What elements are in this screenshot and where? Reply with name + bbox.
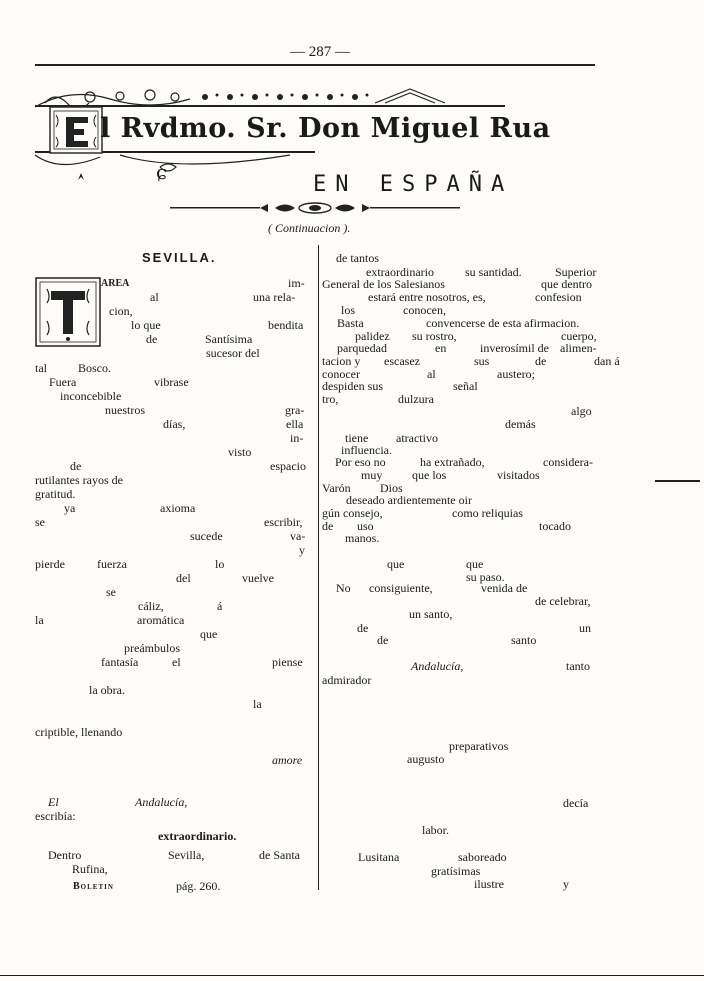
right-text-r23a: manos. <box>345 531 380 545</box>
right-text-r6a: Basta <box>337 316 364 330</box>
right-text-r25a: su paso. <box>466 570 505 584</box>
right-text-r2b: su santidad. <box>465 265 522 279</box>
left-text-l32a: amore <box>272 753 303 767</box>
column-rule <box>318 245 319 890</box>
left-text-l3a: cion, <box>109 304 133 318</box>
left-text-l36c: de Santa <box>259 848 300 862</box>
right-text-r35a: decía <box>563 796 589 810</box>
right-text-r36a: labor. <box>422 823 449 837</box>
right-text-r9d: de <box>535 354 547 368</box>
title-main: l Rvdmo. Sr. Don Miguel Rua <box>100 113 551 144</box>
right-text-r4a: estará entre nosotros, es, <box>368 290 486 304</box>
left-text-l2a: al <box>150 290 159 304</box>
right-text-r8c: inverosímil de <box>480 341 549 355</box>
right-text-r14a: demás <box>505 417 536 431</box>
right-text-r1: de tantos <box>336 251 379 265</box>
left-text-l12a: in- <box>290 431 304 445</box>
left-text-l21a: pierde <box>35 557 65 571</box>
left-text-l16a: gratitud. <box>35 487 76 501</box>
continuation-note: ( Continuacion ). <box>268 221 351 235</box>
left-text-l19b: va- <box>290 529 306 543</box>
left-text-l24a: cáliz, <box>138 599 164 613</box>
left-text-l10b: gra- <box>285 403 305 417</box>
right-text-r17c: considera- <box>543 455 593 469</box>
right-text-r31b: tanto <box>566 659 590 673</box>
left-text-l11b: ella <box>286 417 304 431</box>
right-text-r10a: conocer <box>322 367 360 381</box>
left-text-l36b: Sevilla, <box>168 848 205 862</box>
left-text-l5a: de <box>146 332 158 346</box>
title-sub: EN ESPAÑA <box>313 172 514 197</box>
right-text-r9c: sus <box>474 354 490 368</box>
right-text-r29b: un <box>579 621 591 635</box>
right-text-r15a: tiene <box>345 431 369 445</box>
left-text-l14b: espacio <box>270 459 306 473</box>
divider-ornament <box>170 201 460 215</box>
margin-tick <box>655 480 700 482</box>
left-text-l6a: sucesor del <box>206 346 260 360</box>
left-text-l28c: piense <box>272 655 303 669</box>
right-text-r13a: algo <box>571 404 592 418</box>
right-text-r8b: en <box>435 341 447 355</box>
right-text-r22c: tocado <box>539 519 571 533</box>
right-text-r5b: conocen, <box>403 303 446 317</box>
right-text-r39a: ilustre <box>474 877 504 891</box>
right-text-r10b: al <box>427 367 436 381</box>
left-text-l31a: criptible, llenando <box>35 725 123 739</box>
right-text-r6b: convencerse de esta afirmacion. <box>426 316 580 330</box>
right-text-r9b: escasez <box>384 354 420 368</box>
right-text-r8d: alimen- <box>560 341 597 355</box>
right-text-r38a: gratísimas <box>431 864 481 878</box>
right-text-r19a: Varón <box>322 481 351 495</box>
left-text-l22b: vuelve <box>242 571 274 585</box>
right-text-r26b: consiguiente, <box>369 581 433 595</box>
left-text-l36a: Dentro <box>48 848 82 862</box>
left-text-l35a: extraordinario. <box>158 829 237 843</box>
left-text-l37a: Rufina, <box>72 862 108 876</box>
left-text-l33a: El <box>48 795 59 809</box>
left-text-l13a: visto <box>228 445 252 459</box>
left-text-l18b: escribir, <box>264 515 303 529</box>
left-text-l15a: rutilantes rayos de <box>35 473 123 487</box>
left-text-l17b: axioma <box>160 501 196 515</box>
drop-cap-t <box>35 277 101 347</box>
right-text-r11a: despiden sus <box>322 379 383 393</box>
left-text-l22a: del <box>176 571 191 585</box>
right-text-r16a: influencia. <box>341 443 392 457</box>
left-text-l34a: escribía: <box>35 809 76 823</box>
right-text-r24a: que <box>387 557 405 571</box>
right-text-r31a: Andalucía, <box>411 659 464 673</box>
right-text-r17b: ha extrañado, <box>420 455 485 469</box>
left-text-l10a: nuestros <box>105 403 145 417</box>
left-text-l25a: la <box>35 613 44 627</box>
left-text-l28b: el <box>172 655 181 669</box>
left-text-l21b: fuerza <box>97 557 127 571</box>
right-text-r37b: saboreado <box>458 850 507 864</box>
left-text-l26a: que <box>200 627 218 641</box>
right-text-r7a: palidez <box>355 329 390 343</box>
right-text-r5a: los <box>341 303 356 317</box>
left-text-l7b: Bosco. <box>78 361 111 375</box>
left-text-l19a: sucede <box>190 529 223 543</box>
right-text-r28a: un santo, <box>409 607 453 621</box>
footer-right: pág. 260. <box>176 879 221 893</box>
left-text-l14a: de <box>70 459 82 473</box>
left-text-l29a: la obra. <box>89 683 125 697</box>
right-text-r7b: su rostro, <box>412 329 457 343</box>
right-text-r11b: señal <box>453 379 478 393</box>
right-text-r30a: de <box>377 633 389 647</box>
right-text-r24b: que <box>466 557 484 571</box>
left-text-l33b: Andalucía, <box>135 795 188 809</box>
left-text-l7a: tal <box>35 361 47 375</box>
bottom-rule <box>0 975 704 976</box>
left-text-l21c: lo <box>215 557 225 571</box>
left-text-l20a: y <box>299 543 305 557</box>
right-text-r10c: austero; <box>497 367 535 381</box>
right-text-r22a: de <box>322 519 334 533</box>
right-text-r29a: de <box>357 621 369 635</box>
right-text-r18c: visitados <box>497 468 540 482</box>
right-text-r17a: Por eso no <box>335 455 386 469</box>
right-text-r9e: dan á <box>594 354 620 368</box>
right-text-r26c: venida de <box>481 581 528 595</box>
right-text-r30b: santo <box>511 633 537 647</box>
left-text-l8a: Fuera <box>49 375 77 389</box>
right-text-r21a: gún consejo, <box>322 506 383 520</box>
right-text-r26a: No <box>336 581 351 595</box>
right-text-r39b: y <box>563 877 569 891</box>
right-text-r4b: confesion <box>535 290 582 304</box>
footer-left: Boletin <box>73 881 114 892</box>
header-rule <box>35 64 595 66</box>
left-text-l4a: lo que <box>131 318 161 332</box>
right-text-r2c: Superior <box>555 265 597 279</box>
right-text-r22b: uso <box>357 519 374 533</box>
right-text-r33a: preparativos <box>449 739 509 753</box>
left-text-l18a: se <box>35 515 45 529</box>
right-text-r18a: muy <box>361 468 383 482</box>
right-text-r8a: parquedad <box>337 341 387 355</box>
right-text-r15b: atractivo <box>396 431 438 445</box>
left-text-l23a: se <box>106 585 116 599</box>
left-text-l28a: fantasía <box>101 655 139 669</box>
right-text-r37a: Lusitana <box>358 850 400 864</box>
section-title: SEVILLA. <box>142 250 217 265</box>
right-text-r9a: tacion y <box>322 354 361 368</box>
right-text-r32a: admirador <box>322 673 372 687</box>
left-text-l9a: inconcebible <box>60 389 122 403</box>
right-text-r3a: General de los Salesianos <box>322 277 445 291</box>
right-text-r12a: tro, <box>322 392 339 406</box>
right-text-r7c: cuerpo, <box>561 329 597 343</box>
drop-cap-word: AREA <box>101 278 130 289</box>
left-text-l17a: ya <box>64 501 76 515</box>
left-text-l30a: la <box>253 697 262 711</box>
title-flourish: ɕ <box>156 160 168 184</box>
right-text-r19b: Dios <box>380 481 403 495</box>
left-text-l11a: días, <box>163 417 186 431</box>
right-text-r20a: deseado ardientemente oir <box>346 493 472 507</box>
right-text-r18b: que los <box>412 468 447 482</box>
page-number: — 287 — <box>290 44 350 60</box>
left-text-l25b: aromática <box>137 613 185 627</box>
left-text-l8b: vibrase <box>154 375 189 389</box>
right-text-r3b: que dentro <box>541 277 592 291</box>
left-text-l24b: á <box>217 599 223 613</box>
right-text-r27a: de celebrar, <box>535 594 591 608</box>
left-text-l4b: bendita <box>268 318 304 332</box>
left-text-l5b: Santísima <box>205 332 253 346</box>
right-text-r34a: augusto <box>407 752 445 766</box>
right-text-r12b: dulzura <box>398 392 434 406</box>
left-text-l27a: preámbulos <box>124 641 180 655</box>
left-text-l1a: im- <box>288 276 305 290</box>
right-text-r21b: como reliquias <box>452 506 523 520</box>
right-text-r2a: extraordinario <box>366 265 434 279</box>
left-text-l2b: una rela- <box>253 290 296 304</box>
